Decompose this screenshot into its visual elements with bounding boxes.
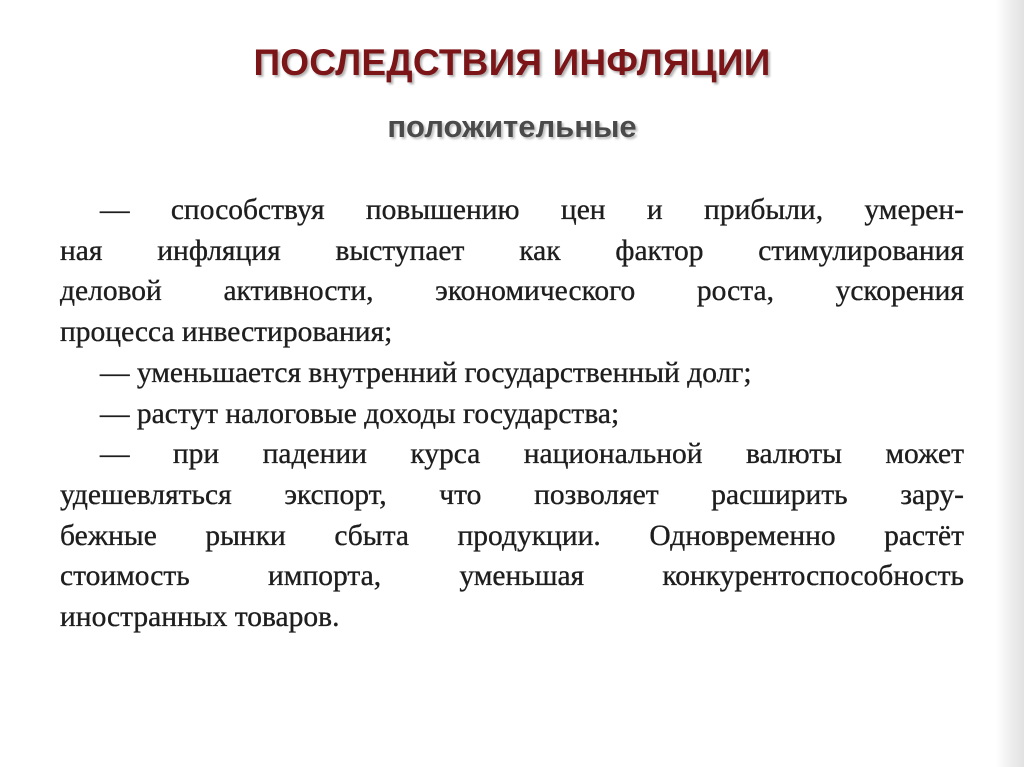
slide-title: ПОСЛЕДСТВИЯ ИНФЛЯЦИИ xyxy=(253,42,771,83)
body-line-6: — растут налоговые доходы государства; xyxy=(100,397,620,430)
body-line-11: иностранных товаров. xyxy=(60,601,340,634)
body-line-3: деловой активности, экономического роста, ускорения xyxy=(60,275,964,308)
slide-subtitle: положительные xyxy=(387,109,637,144)
body-line-5: — уменьшается внутренний государственный долг; xyxy=(100,356,752,389)
body-line-4: процесса инвестирования; xyxy=(60,316,393,349)
body-line-10: стоимость импорта, уменьшая конкурентоспособность xyxy=(60,560,964,593)
body-text xyxy=(60,190,964,638)
body-line-7: — при падении курса национальной валюты может xyxy=(100,438,964,471)
body-line-9: бежные рынки сбыта продукции. Одновременно растёт xyxy=(60,519,964,552)
body-line-8: удешевляться экспорт, что позволяет расширить зару- xyxy=(60,478,964,511)
body-line-1: — способствуя повышению цен и прибыли, умерен- xyxy=(100,194,964,226)
body-line-2: ная инфляция выступает как фактор стимулирования xyxy=(60,234,964,267)
